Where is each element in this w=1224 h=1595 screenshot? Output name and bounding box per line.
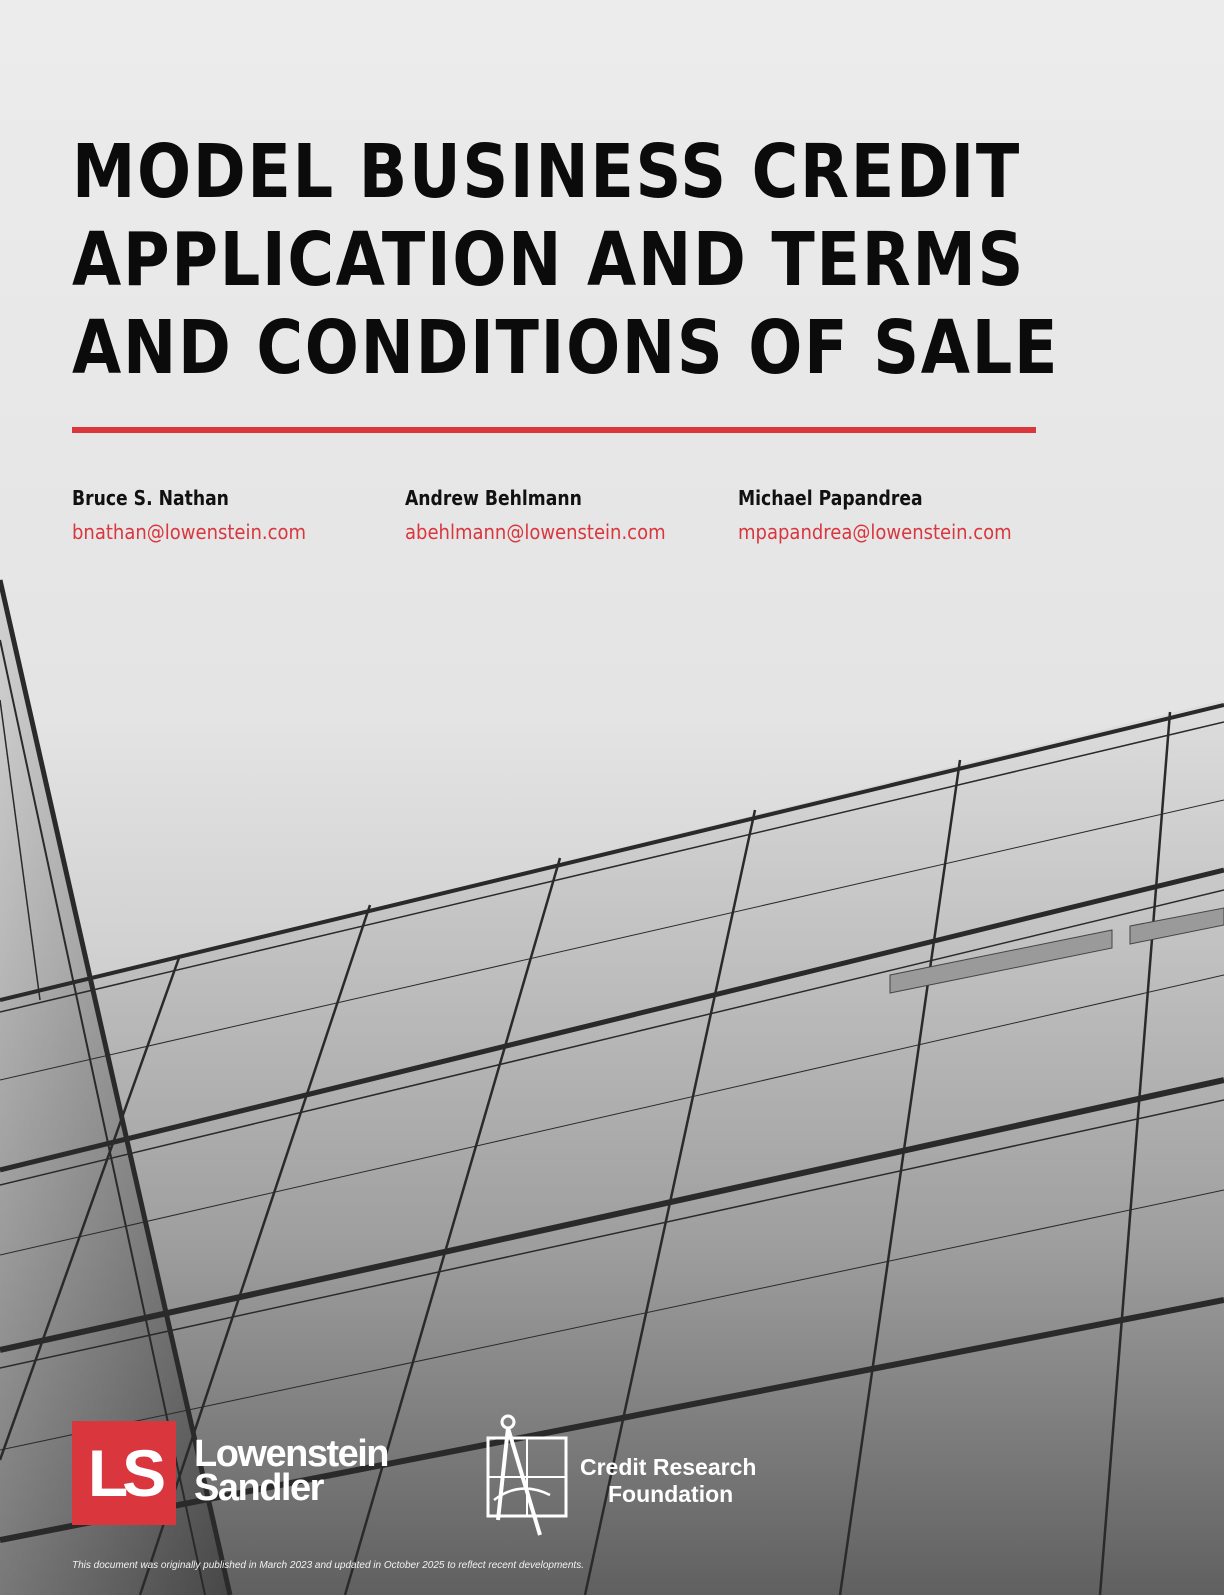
- crf-logo-line-2: Foundation: [608, 1481, 734, 1507]
- title-line-1: MODEL BUSINESS CREDIT: [72, 129, 1022, 215]
- title-line-3: AND CONDITIONS OF SALE: [72, 305, 1060, 391]
- author-email-link[interactable]: bnathan@lowenstein.com: [72, 520, 307, 544]
- document-title: [72, 128, 1060, 392]
- author-email-link[interactable]: abehlmann@lowenstein.com: [405, 520, 666, 544]
- compass-emblem-icon: [480, 1410, 580, 1550]
- author-block: [72, 486, 332, 544]
- title-divider: [72, 427, 1036, 433]
- ls-logo-mark: LS: [72, 1421, 176, 1525]
- author-name: Andrew Behlmann: [405, 486, 582, 510]
- author-name: Michael Papandrea: [738, 486, 923, 510]
- credit-research-foundation-logo: [480, 1410, 800, 1550]
- lowenstein-sandler-logo: [72, 1421, 432, 1525]
- ls-logo-line-2: Sandler: [194, 1467, 323, 1509]
- author-block: [405, 486, 695, 544]
- crf-logo-line-1: Credit Research: [580, 1454, 757, 1480]
- ls-logo-wordmark: [194, 1433, 389, 1509]
- publication-footnote: This document was originally published in March 2023 and updated in October 2025 to reflect recent developments.: [72, 1560, 584, 1571]
- title-line-2: APPLICATION AND TERMS: [72, 217, 1026, 303]
- crf-logo-wordmark: [580, 1454, 756, 1508]
- author-block: [738, 486, 1042, 544]
- author-name: Bruce S. Nathan: [72, 486, 229, 510]
- author-email-link[interactable]: mpapandrea@lowenstein.com: [738, 520, 1012, 544]
- ls-logo-line-1: Lowenstein: [194, 1433, 389, 1475]
